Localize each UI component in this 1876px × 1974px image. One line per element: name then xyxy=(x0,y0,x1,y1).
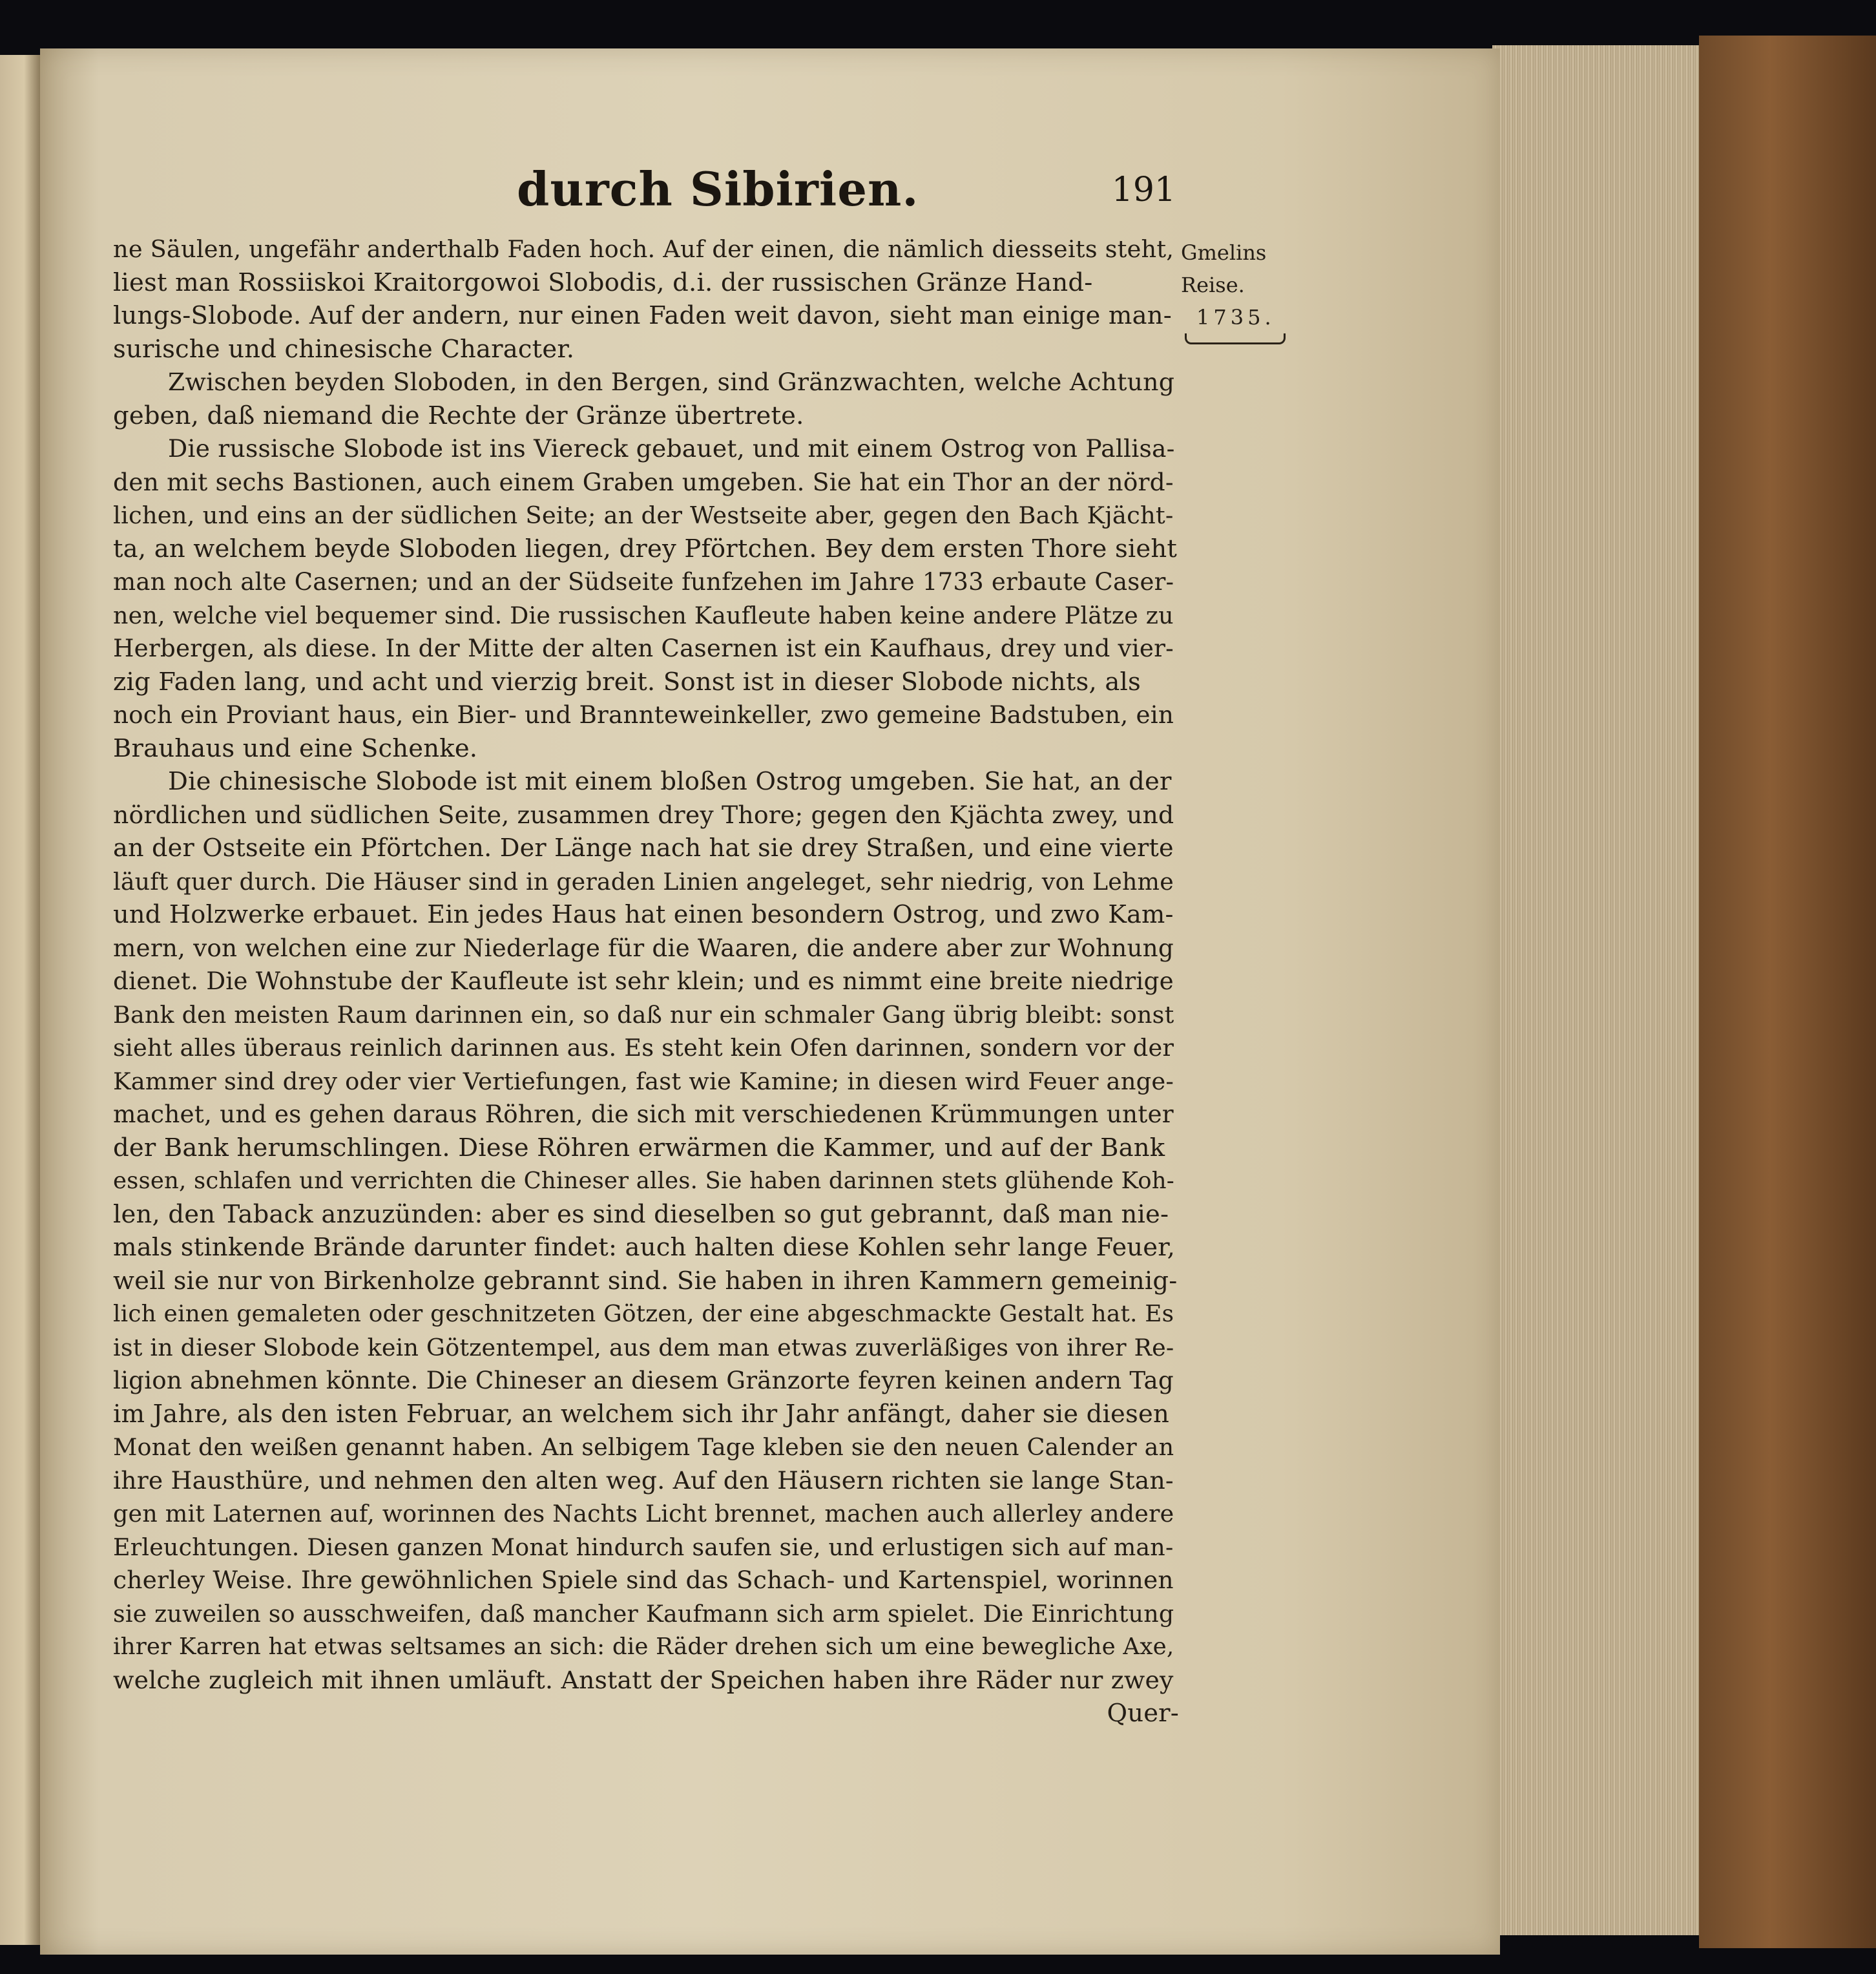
text-line: welche zugleich mit ihnen umläuft. Anstatt der Speichen haben ihre Räder nur zwey xyxy=(113,1665,1174,1694)
text-line: geben, daß niemand die Rechte der Gränze übertrete. xyxy=(113,401,804,430)
text-line: Monat den weißen genannt haben. An selbigem Tage kleben sie den neuen Calender an xyxy=(113,1433,1174,1461)
text-line: man noch alte Casernen; und an der Südseite funfzehen im Jahre 1733 erbaute Caser- xyxy=(113,568,1174,596)
running-head: durch Sibirien. xyxy=(517,162,919,216)
text-line: mern, von welchen eine zur Niederlage für die Waaren, die andere aber zur Wohnung xyxy=(113,933,1174,962)
text-line: an der Ostseite ein Pförtchen. Der Länge nach hat sie drey Straßen, und eine vierte xyxy=(113,834,1174,862)
text-line: surische und chinesische Character. xyxy=(113,334,575,364)
text-line: gen mit Laternen auf, worinnen des Nachts Licht brennet, machen auch allerley andere xyxy=(113,1500,1174,1528)
text-line: lichen, und eins an der südlichen Seite; an der Westseite aber, gegen den Bach Kjächt- xyxy=(113,501,1174,529)
body-text xyxy=(113,233,1179,1730)
text-line: Die russische Slobode ist ins Viereck gebauet, und mit einem Ostrog von Pallisa- xyxy=(168,434,1175,463)
text-line: Brauhaus und eine Schenke. xyxy=(113,733,478,763)
book-cover-edge xyxy=(1699,36,1876,1948)
text-line: ist in dieser Slobode kein Götzentempel, aus dem man etwas zuverläßiges von ihrer Re- xyxy=(113,1333,1174,1361)
text-line: nen, welche viel bequemer sind. Die russischen Kaufleute haben keine andere Plätze zu xyxy=(113,601,1174,629)
text-line: lungs-Slobode. Auf der andern, nur einen Faden weit davon, sieht man einige man- xyxy=(113,301,1172,330)
text-line: ihre Hausthüre, und nehmen den alten weg. Auf den Häusern richten sie lange Stan- xyxy=(113,1465,1174,1495)
text-line: sieht alles überaus reinlich darinnen aus. Es steht kein Ofen darinnen, sondern vor der xyxy=(113,1034,1174,1062)
text-line: ne Säulen, ungefähr anderthalb Faden hoch. Auf der einen, die nämlich diesseits steht, xyxy=(113,235,1174,263)
text-line: Zwischen beyden Sloboden, in den Bergen, sind Gränzwachten, welche Achtung xyxy=(168,368,1175,396)
text-line: zig Faden lang, und acht und vierzig breit. Sonst ist in dieser Slobode nichts, als xyxy=(113,667,1141,697)
margin-note xyxy=(1181,236,1284,344)
text-line: liest man Rossiiskoi Kraitorgowoi Slobodis, d.i. der russischen Gränze Hand- xyxy=(113,268,1093,297)
text-line: Die chinesische Slobode ist mit einem bloßen Ostrog umgeben. Sie hat, an der xyxy=(168,767,1172,796)
text-line: essen, schlafen und verrichten die Chineser alles. Sie haben darinnen stets glühende Koh- xyxy=(113,1168,1174,1194)
margin-work: Reise. xyxy=(1181,273,1245,297)
text-line: noch ein Proviant haus, ein Bier- und Brannteweinkeller, zwo gemeine Badstuben, ein xyxy=(113,700,1174,729)
text-line: ta, an welchem beyde Sloboden liegen, drey Pförtchen. Bey dem ersten Thore sieht xyxy=(113,534,1178,563)
page-number: 191 xyxy=(1111,171,1176,209)
margin-year: 1735. xyxy=(1196,305,1275,330)
text-line: sie zuweilen so ausschweifen, daß mancher Kaufmann sich arm spielet. Die Einrichtung xyxy=(113,1599,1174,1628)
text-line: im Jahre, als den isten Februar, an welchem sich ihr Jahr anfängt, daher sie diesen xyxy=(113,1399,1169,1429)
text-line: ihrer Karren hat etwas seltsames an sich: die Räder drehen sich um eine bewegliche Axe, xyxy=(113,1633,1174,1660)
text-line: cherley Weise. Ihre gewöhnlichen Spiele sind das Schach- und Kartenspiel, worinnen xyxy=(113,1566,1174,1594)
text-line: nördlichen und südlichen Seite, zusammen drey Thore; gegen den Kjächta zwey, und xyxy=(113,800,1174,829)
left-page-edge xyxy=(0,55,40,1945)
page-edges xyxy=(1492,45,1705,1935)
text-line: machet, und es gehen daraus Röhren, die sich mit verschiedenen Krümmungen unter xyxy=(113,1100,1174,1128)
margin-bracket xyxy=(1185,333,1286,344)
text-line: läuft quer durch. Die Häuser sind in geraden Linien angeleget, sehr niedrig, von Lehme xyxy=(113,867,1174,896)
text-line: mals stinkende Brände darunter findet: auch halten diese Kohlen sehr lange Feuer, xyxy=(113,1233,1176,1262)
text-line: ligion abnehmen könnte. Die Chineser an diesem Gränzorte feyren keinen andern Tag xyxy=(113,1366,1174,1394)
text-line: Kammer sind drey oder vier Vertiefungen, fast wie Kamine; in diesen wird Feuer ange- xyxy=(113,1067,1174,1095)
text-line: und Holzwerke erbauet. Ein jedes Haus hat einen besondern Ostrog, und zwo Kam- xyxy=(113,900,1174,929)
catchword: Quer- xyxy=(1107,1699,1179,1728)
text-line: der Bank herumschlingen. Diese Röhren erwärmen die Kammer, und auf der Bank xyxy=(113,1133,1165,1162)
text-line: lich einen gemaleten oder geschnitzeten Götzen, der eine abgeschmackte Gestalt hat. Es xyxy=(113,1301,1174,1327)
page-header xyxy=(517,162,1176,220)
text-line: Erleuchtungen. Diesen ganzen Monat hindurch saufen sie, und erlustigen sich auf man- xyxy=(113,1533,1174,1561)
margin-author: Gmelins xyxy=(1181,240,1267,265)
text-line: Bank den meisten Raum darinnen ein, so daß nur ein schmaler Gang übrig bleibt: sonst xyxy=(113,1000,1174,1029)
text-line: den mit sechs Bastionen, auch einem Graben umgeben. Sie hat ein Thor an der nörd- xyxy=(113,467,1174,496)
text-line: len, den Taback anzuzünden: aber es sind dieselben so gut gebrannt, daß man nie- xyxy=(113,1199,1169,1229)
text-line: Herbergen, als diese. In der Mitte der alten Casernen ist ein Kaufhaus, drey und vier- xyxy=(113,634,1174,662)
text-line: weil sie nur von Birkenholze gebrannt sind. Sie haben in ihren Kammern gemeinig- xyxy=(113,1266,1178,1296)
text-line: dienet. Die Wohnstube der Kaufleute ist sehr klein; und es nimmt eine breite niedrige xyxy=(113,967,1174,995)
